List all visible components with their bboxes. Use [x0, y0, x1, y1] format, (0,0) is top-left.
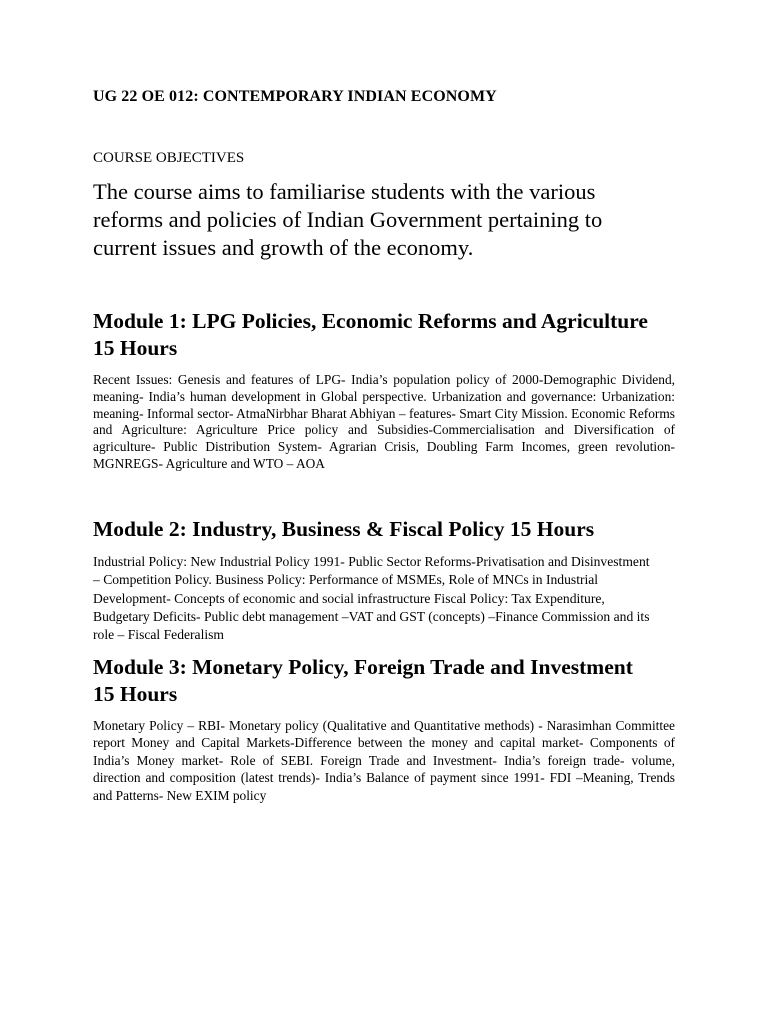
module-2-title: Module 2: Industry, Business & Fiscal Policy 15 Hours	[93, 517, 595, 541]
course-objectives-text: The course aims to familiarise students with the various reforms and policies of Indian Government pertaining to current issues and growth of the economy.	[93, 179, 603, 260]
module-1-title: Module 1: LPG Policies, Economic Reforms and Agriculture 15 Hours	[93, 309, 648, 360]
course-objectives-heading: COURSE OBJECTIVES	[93, 150, 245, 166]
module-3-title: Module 3: Monetary Policy, Foreign Trade and Investment 15 Hours	[93, 655, 633, 706]
module-1-body: Recent Issues: Genesis and features of LPG- India’s population policy of 2000-Demographic Dividend, meaning- India’s human development in Global perspective. Urbanization and governance: Urbanization: meaning- Informal sector- AtmaNirbhar Bharat Abhiyan – features- Smart City Mission. Economic Reforms and Agriculture: Agriculture Price policy and Subsidies-Commercialisation and Diversification of agriculture- Public Distribution System- Agrarian Crisis, Doubling Farm Incomes, green revolution-MGNREGS- Agriculture and WTO – AOA	[93, 372, 675, 471]
module-3-body: Monetary Policy – RBI- Monetary policy (Qualitative and Quantitative methods) - Narasimhan Committee report Money and Capital Markets-Difference between the money and capital market- Components of India’s Money market- Role of SEBI. Foreign Trade and Investment- India’s foreign trade- volume, direction and composition (latest trends)- India’s Balance of payment since 1991- FDI –Meaning, Trends and Patterns- New EXIM policy	[93, 718, 675, 803]
module-2-body: Industrial Policy: New Industrial Policy 1991- Public Sector Reforms-Privatisation and Disinvestment – Competition Policy. Business Policy: Performance of MSMEs, Role of MNCs in Industrial Development- Concepts of economic and social infrastructure Fiscal Policy: Tax Expenditure, Budgetary Deficits- Public debt management –VAT and GST (concepts) –Finance Commission and its role – Fiscal Federalism	[93, 554, 650, 643]
course-code-title: UG 22 OE 012: CONTEMPORARY INDIAN ECONOMY	[93, 88, 497, 105]
